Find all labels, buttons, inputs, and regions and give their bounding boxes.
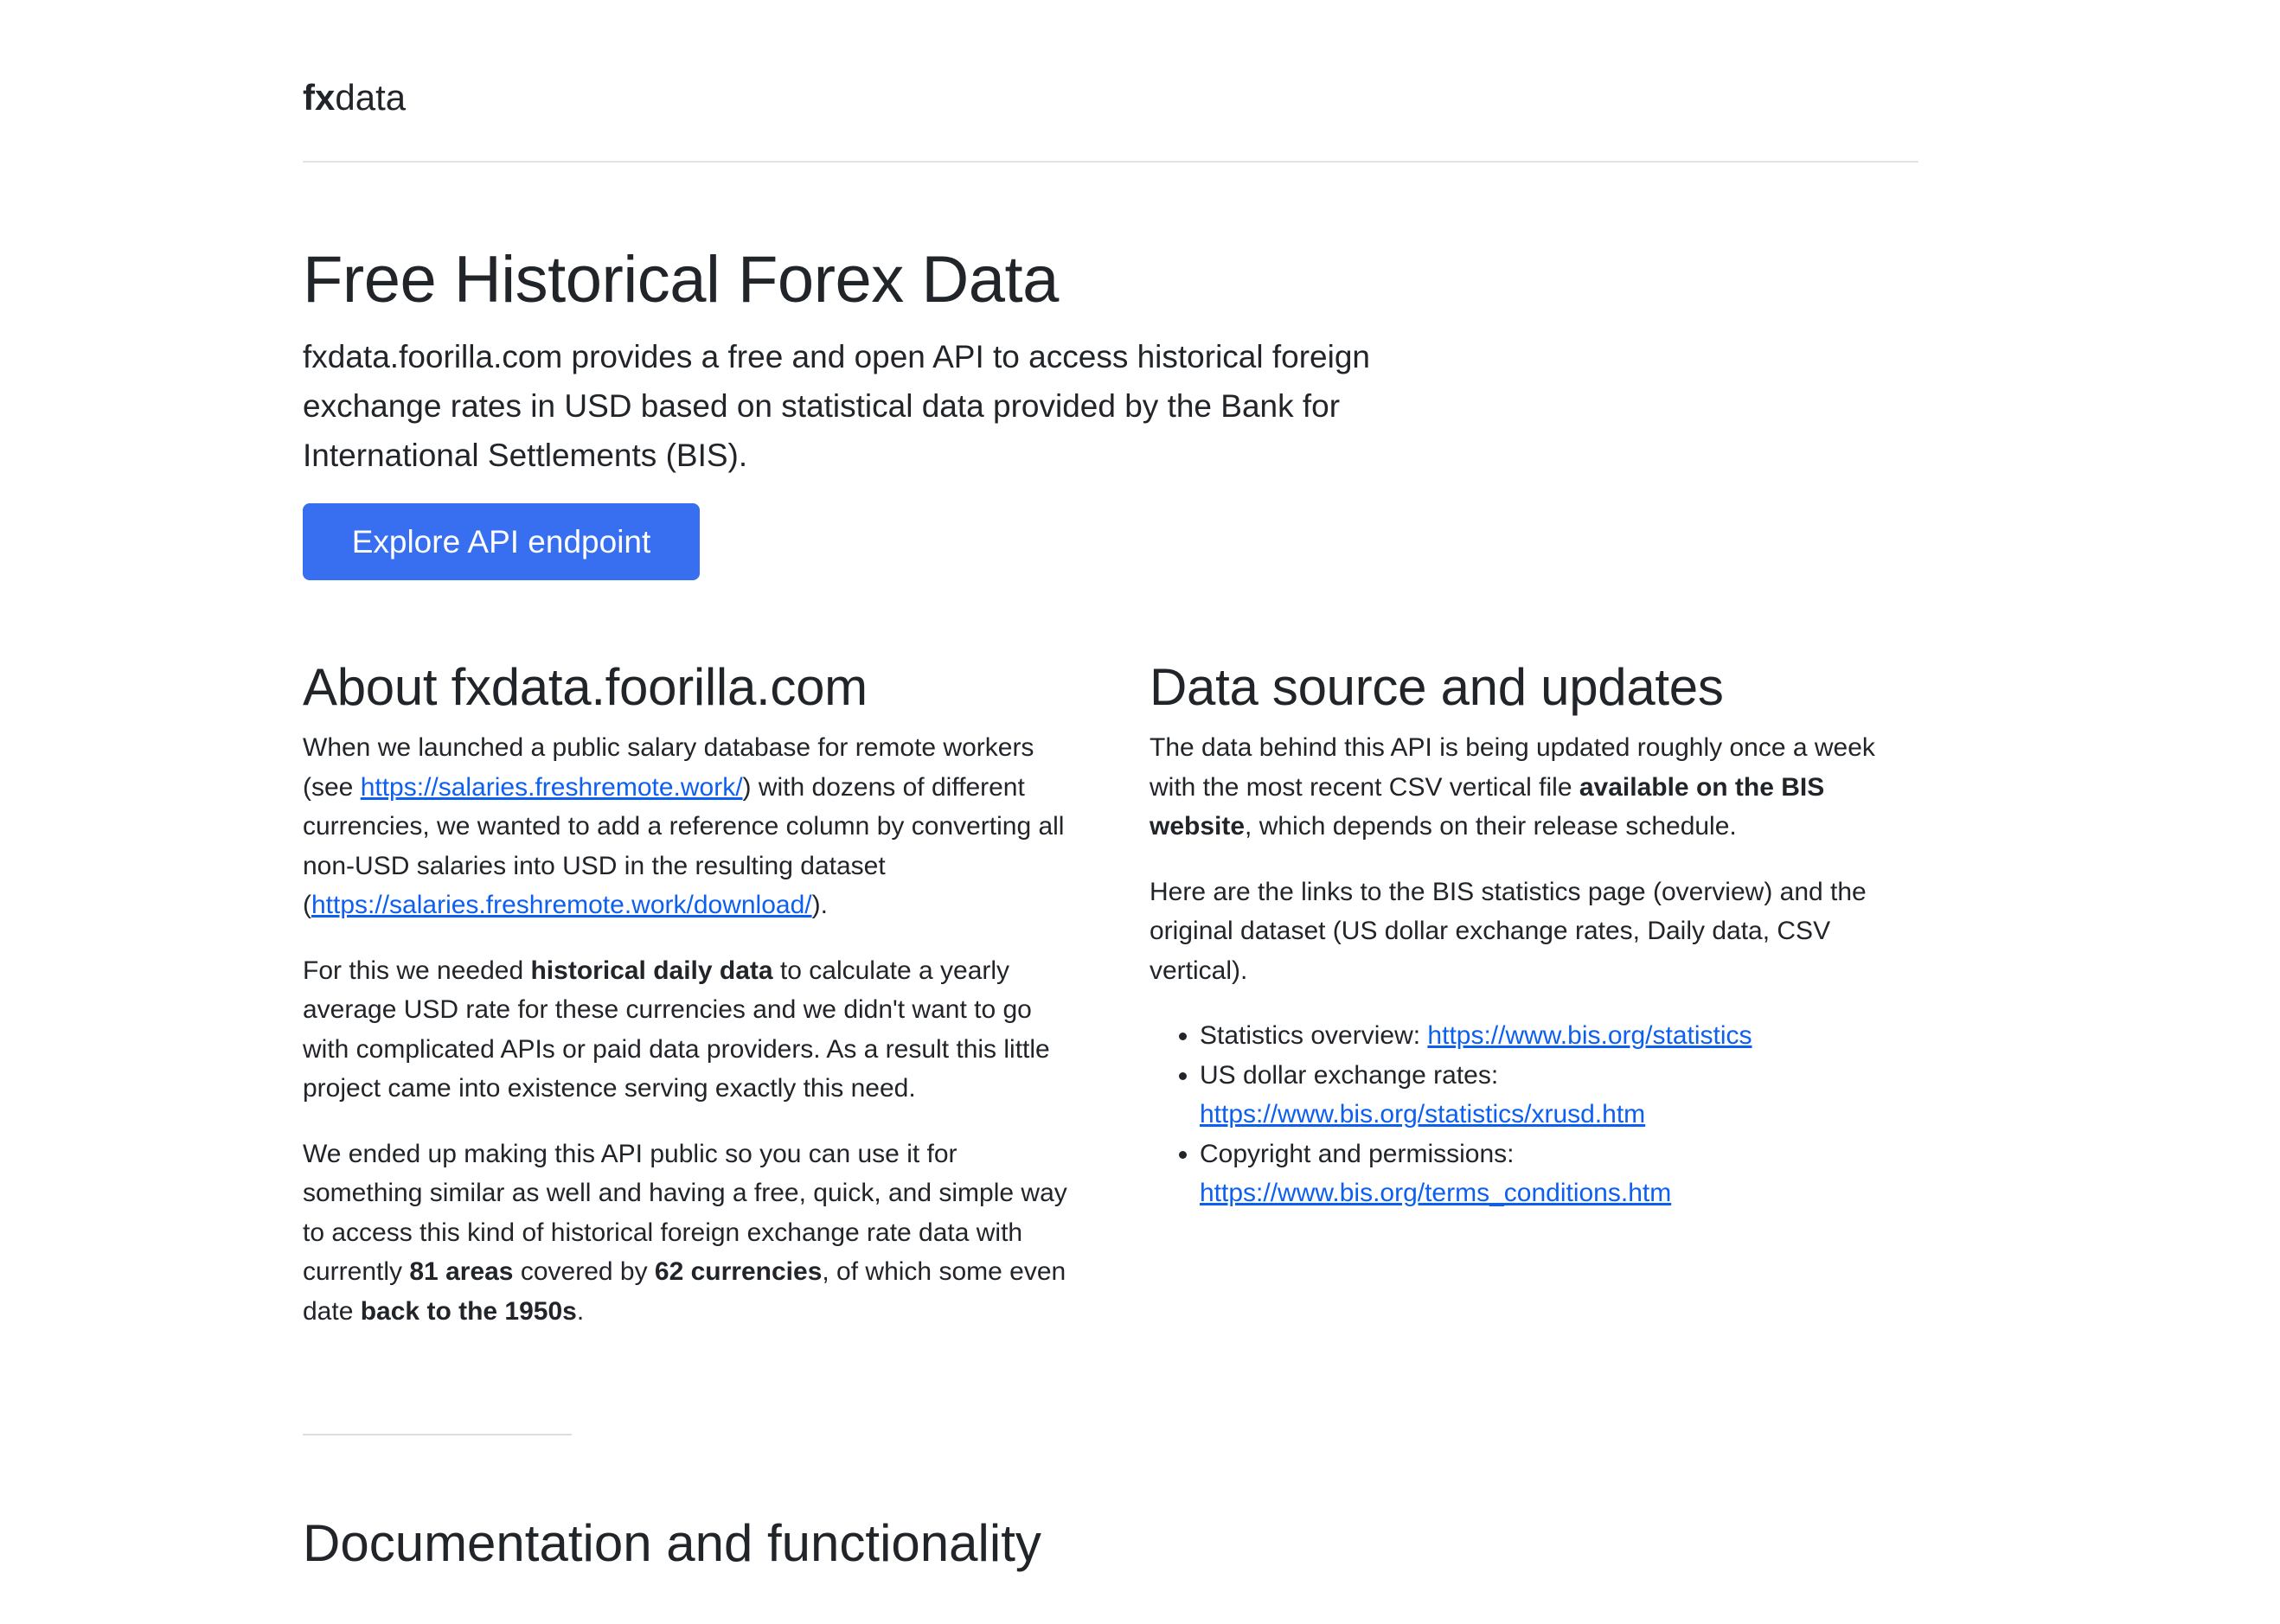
text: ) with dozens of different currencies, we wanted to add a reference column by converting all non-USD salaries into USD in the resulting dataset (: [303, 772, 1065, 919]
text: , of which some even date: [303, 1257, 1066, 1326]
data-source-section: [1150, 659, 1928, 1213]
brand-logo[interactable]: [303, 77, 407, 118]
bis-xrusd-link[interactable]: https://www.bis.org/statistics/xrusd.htm: [1200, 1100, 1646, 1128]
link-label: US dollar exchange rates:: [1200, 1060, 1499, 1090]
text: For this we needed: [303, 956, 531, 985]
bold-text: 81 areas: [409, 1257, 514, 1286]
source-paragraph-2: Here are the links to the BIS statistics page (overview) and the original dataset (US dollar exchange rates, Daily data, CSV vertical).: [1150, 877, 1867, 985]
about-section: [303, 659, 1081, 1357]
bis-links-list: [1150, 1016, 1928, 1213]
about-paragraph-3: [303, 1135, 1081, 1332]
bold-text: back to the 1950s: [360, 1296, 577, 1326]
bold-text: historical daily data: [530, 956, 773, 985]
list-item: [1200, 1135, 1928, 1213]
bis-terms-link[interactable]: https://www.bis.org/terms_conditions.htm: [1200, 1179, 1672, 1207]
salaries-link[interactable]: https://salaries.freshremote.work/: [360, 772, 743, 802]
source-paragraph-1: [1150, 728, 1928, 847]
salaries-download-link[interactable]: https://salaries.freshremote.work/download/: [311, 891, 812, 919]
page-title: Free Historical Forex Data: [303, 243, 1059, 316]
about-heading: About fxdata.foorilla.com: [303, 658, 868, 716]
text: covered by: [513, 1257, 655, 1286]
bold-text: available on the BIS website: [1150, 772, 1825, 841]
text: ).: [811, 891, 828, 919]
text: The data behind this API is being updated roughly once a week with the most recent CSV vertical file: [1150, 733, 1875, 802]
text: , which depends on their release schedule.: [1245, 812, 1737, 841]
text: .: [576, 1296, 585, 1326]
brand-bold: fx: [303, 77, 336, 118]
hero-lead: fxdata.foorilla.com provides a free and open API to access historical foreign exchange rates in USD based on statistical data provided by the Bank for International Settlements (BIS).: [303, 339, 1371, 473]
list-item: [1200, 1056, 1928, 1135]
about-paragraph-2: [303, 951, 1081, 1109]
link-label: Copyright and permissions:: [1200, 1139, 1515, 1168]
section-divider: [303, 1434, 572, 1435]
list-item: [1200, 1016, 1928, 1056]
documentation-heading: Documentation and functionality: [303, 1514, 1041, 1572]
header-divider: [303, 161, 1918, 163]
text: We ended up making this API public so you can use it for something similar as well and having a free, quick, and simple way to access this kind of historical foreign exchange rate data with currently: [303, 1139, 1067, 1286]
text: to calculate a yearly average USD rate for these currencies and we didn't want to go with complicated APIs or paid data providers. As a result this little project came into existence serving exactly this need.: [303, 956, 1050, 1103]
link-label: Statistics overview:: [1200, 1021, 1428, 1050]
bis-statistics-link[interactable]: https://www.bis.org/statistics: [1427, 1021, 1752, 1050]
brand-rest: data: [335, 77, 407, 118]
text: When we launched a public salary database for remote workers (see: [303, 733, 1034, 802]
bold-text: 62 currencies: [654, 1257, 823, 1286]
data-source-heading: Data source and updates: [1150, 658, 1724, 716]
explore-api-button[interactable]: Explore API endpoint: [303, 503, 700, 580]
about-paragraph-1: [303, 728, 1081, 925]
